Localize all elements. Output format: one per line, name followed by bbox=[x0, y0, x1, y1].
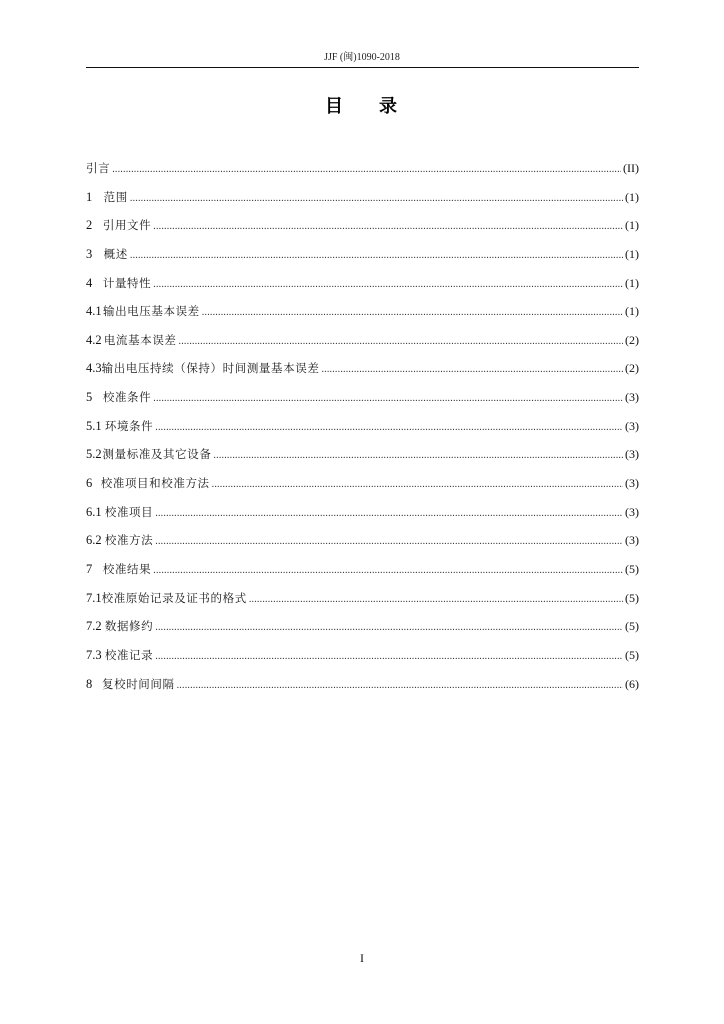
page-number: I bbox=[360, 951, 364, 965]
toc-entry[interactable] bbox=[86, 532, 639, 561]
toc-title-char-2: 录 bbox=[379, 96, 399, 117]
toc-entry-page: (3) bbox=[625, 533, 639, 548]
toc-entry-number: 8 bbox=[86, 676, 93, 691]
toc-entry-page: (5) bbox=[625, 561, 639, 576]
toc-entry[interactable] bbox=[86, 446, 639, 475]
toc-entry[interactable] bbox=[86, 647, 639, 676]
toc-entry-title: 环境条件 bbox=[104, 418, 154, 433]
toc-entry-number: 4.1 bbox=[86, 304, 102, 319]
toc-dot-leader bbox=[155, 534, 623, 550]
toc-entry-page: (II) bbox=[623, 161, 639, 175]
toc-entry-page: (3) bbox=[625, 418, 639, 433]
toc-entry-page: (1) bbox=[625, 275, 639, 290]
toc-entry[interactable] bbox=[86, 504, 639, 533]
toc-entry[interactable] bbox=[86, 561, 639, 590]
toc-dot-leader bbox=[155, 649, 623, 665]
toc-dot-leader bbox=[153, 219, 623, 235]
toc-entry[interactable] bbox=[86, 246, 639, 275]
toc-entry-title: 校准方法 bbox=[104, 533, 154, 548]
toc-dot-leader bbox=[249, 592, 623, 608]
toc-entry-page: (2) bbox=[625, 332, 639, 347]
toc-entry-page: (3) bbox=[625, 390, 639, 405]
toc-dot-leader bbox=[153, 391, 623, 407]
toc-entry-title: 校准项目和校准方法 bbox=[100, 476, 210, 491]
toc-title bbox=[0, 96, 724, 118]
toc-entry-title: 复校时间间隔 bbox=[102, 676, 175, 691]
toc-dot-leader bbox=[153, 277, 623, 293]
toc-entry[interactable] bbox=[86, 389, 639, 418]
toc-entry[interactable] bbox=[86, 303, 639, 332]
toc-entry-title: 电流基本误差 bbox=[103, 332, 177, 347]
toc-entry-title: 校准项目 bbox=[104, 504, 154, 519]
toc-entry-number: 5 bbox=[86, 390, 93, 405]
toc-dot-leader bbox=[130, 191, 623, 207]
toc-dot-leader bbox=[212, 477, 623, 493]
toc-entry-title: 校准条件 bbox=[102, 390, 152, 405]
toc-entry-title: 概述 bbox=[103, 246, 128, 261]
toc-entry[interactable] bbox=[86, 418, 639, 447]
toc-title-char-1: 目 bbox=[325, 96, 345, 117]
toc-entry-title: 范围 bbox=[103, 189, 128, 204]
toc-entry-title: 输出电压持续（保持）时间测量基本误差 bbox=[101, 361, 320, 376]
toc-dot-leader bbox=[321, 362, 623, 378]
toc-entry-number: 3 bbox=[86, 246, 93, 261]
toc-entry-title: 引用文件 bbox=[102, 218, 152, 233]
toc-dot-leader bbox=[153, 563, 623, 579]
toc-dot-leader bbox=[202, 305, 623, 321]
toc-entry-page: (3) bbox=[625, 504, 639, 519]
toc-entry-number: 7.2 bbox=[86, 619, 102, 634]
toc-dot-leader bbox=[130, 248, 623, 264]
toc-entry-page: (5) bbox=[625, 647, 639, 662]
toc-entry-title: 数据修约 bbox=[104, 619, 154, 634]
toc-entry-page: (1) bbox=[625, 218, 639, 233]
toc-dot-leader bbox=[155, 620, 623, 636]
toc-entry[interactable] bbox=[86, 217, 639, 246]
toc-entry-page: (3) bbox=[625, 476, 639, 491]
toc-entry-page: (6) bbox=[625, 676, 639, 691]
toc-dot-leader bbox=[213, 448, 623, 464]
toc-dot-leader bbox=[155, 506, 623, 522]
toc-entry-page: (5) bbox=[625, 590, 639, 605]
toc-entry[interactable] bbox=[86, 676, 639, 705]
table-of-contents bbox=[86, 160, 639, 704]
toc-entry-title: 输出电压基本误差 bbox=[102, 304, 200, 319]
toc-dot-leader bbox=[112, 162, 621, 178]
toc-entry-title: 测量标准及其它设备 bbox=[102, 447, 212, 462]
toc-entry[interactable] bbox=[86, 475, 639, 504]
toc-entry[interactable] bbox=[86, 275, 639, 304]
toc-entry-number: 7 bbox=[86, 561, 93, 576]
toc-entry-number: 6 bbox=[86, 476, 93, 491]
toc-entry-number: 6.2 bbox=[86, 533, 102, 548]
toc-entry-number: 4.2 bbox=[86, 332, 102, 347]
document-header-code: JJF (闽)1090-2018 bbox=[324, 52, 400, 63]
toc-dot-leader bbox=[155, 420, 623, 436]
header-divider bbox=[86, 67, 639, 68]
toc-entry-number: 7.3 bbox=[86, 647, 102, 662]
toc-entry-page: (1) bbox=[625, 304, 639, 319]
toc-entry-number: 4 bbox=[86, 275, 93, 290]
toc-entry-title: 校准原始记录及证书的格式 bbox=[101, 590, 247, 605]
toc-entry-number: 5.2 bbox=[86, 447, 102, 462]
toc-entry-title: 引言 bbox=[86, 161, 111, 175]
toc-entry-number: 7.1 bbox=[86, 590, 102, 605]
toc-entry-page: (5) bbox=[625, 619, 639, 634]
toc-entry-number: 1 bbox=[86, 189, 93, 204]
toc-entry-title: 计量特性 bbox=[102, 275, 152, 290]
toc-entry-number: 2 bbox=[86, 218, 93, 233]
toc-entry-page: (1) bbox=[625, 189, 639, 204]
toc-dot-leader bbox=[179, 334, 623, 350]
toc-entry-page: (2) bbox=[625, 361, 639, 376]
toc-entry[interactable] bbox=[86, 590, 639, 619]
toc-dot-leader bbox=[177, 678, 623, 694]
toc-entry-page: (1) bbox=[625, 246, 639, 261]
toc-entry[interactable] bbox=[86, 160, 639, 189]
toc-entry[interactable] bbox=[86, 360, 639, 389]
toc-entry[interactable] bbox=[86, 189, 639, 218]
toc-entry[interactable] bbox=[86, 332, 639, 361]
toc-entry-number: 5.1 bbox=[86, 418, 102, 433]
toc-entry-number: 6.1 bbox=[86, 504, 102, 519]
toc-entry-number: 4.3 bbox=[86, 361, 102, 376]
toc-entry[interactable] bbox=[86, 618, 639, 647]
toc-entry-page: (3) bbox=[625, 447, 639, 462]
toc-entry-title: 校准记录 bbox=[104, 647, 154, 662]
toc-entry-title: 校准结果 bbox=[102, 561, 152, 576]
